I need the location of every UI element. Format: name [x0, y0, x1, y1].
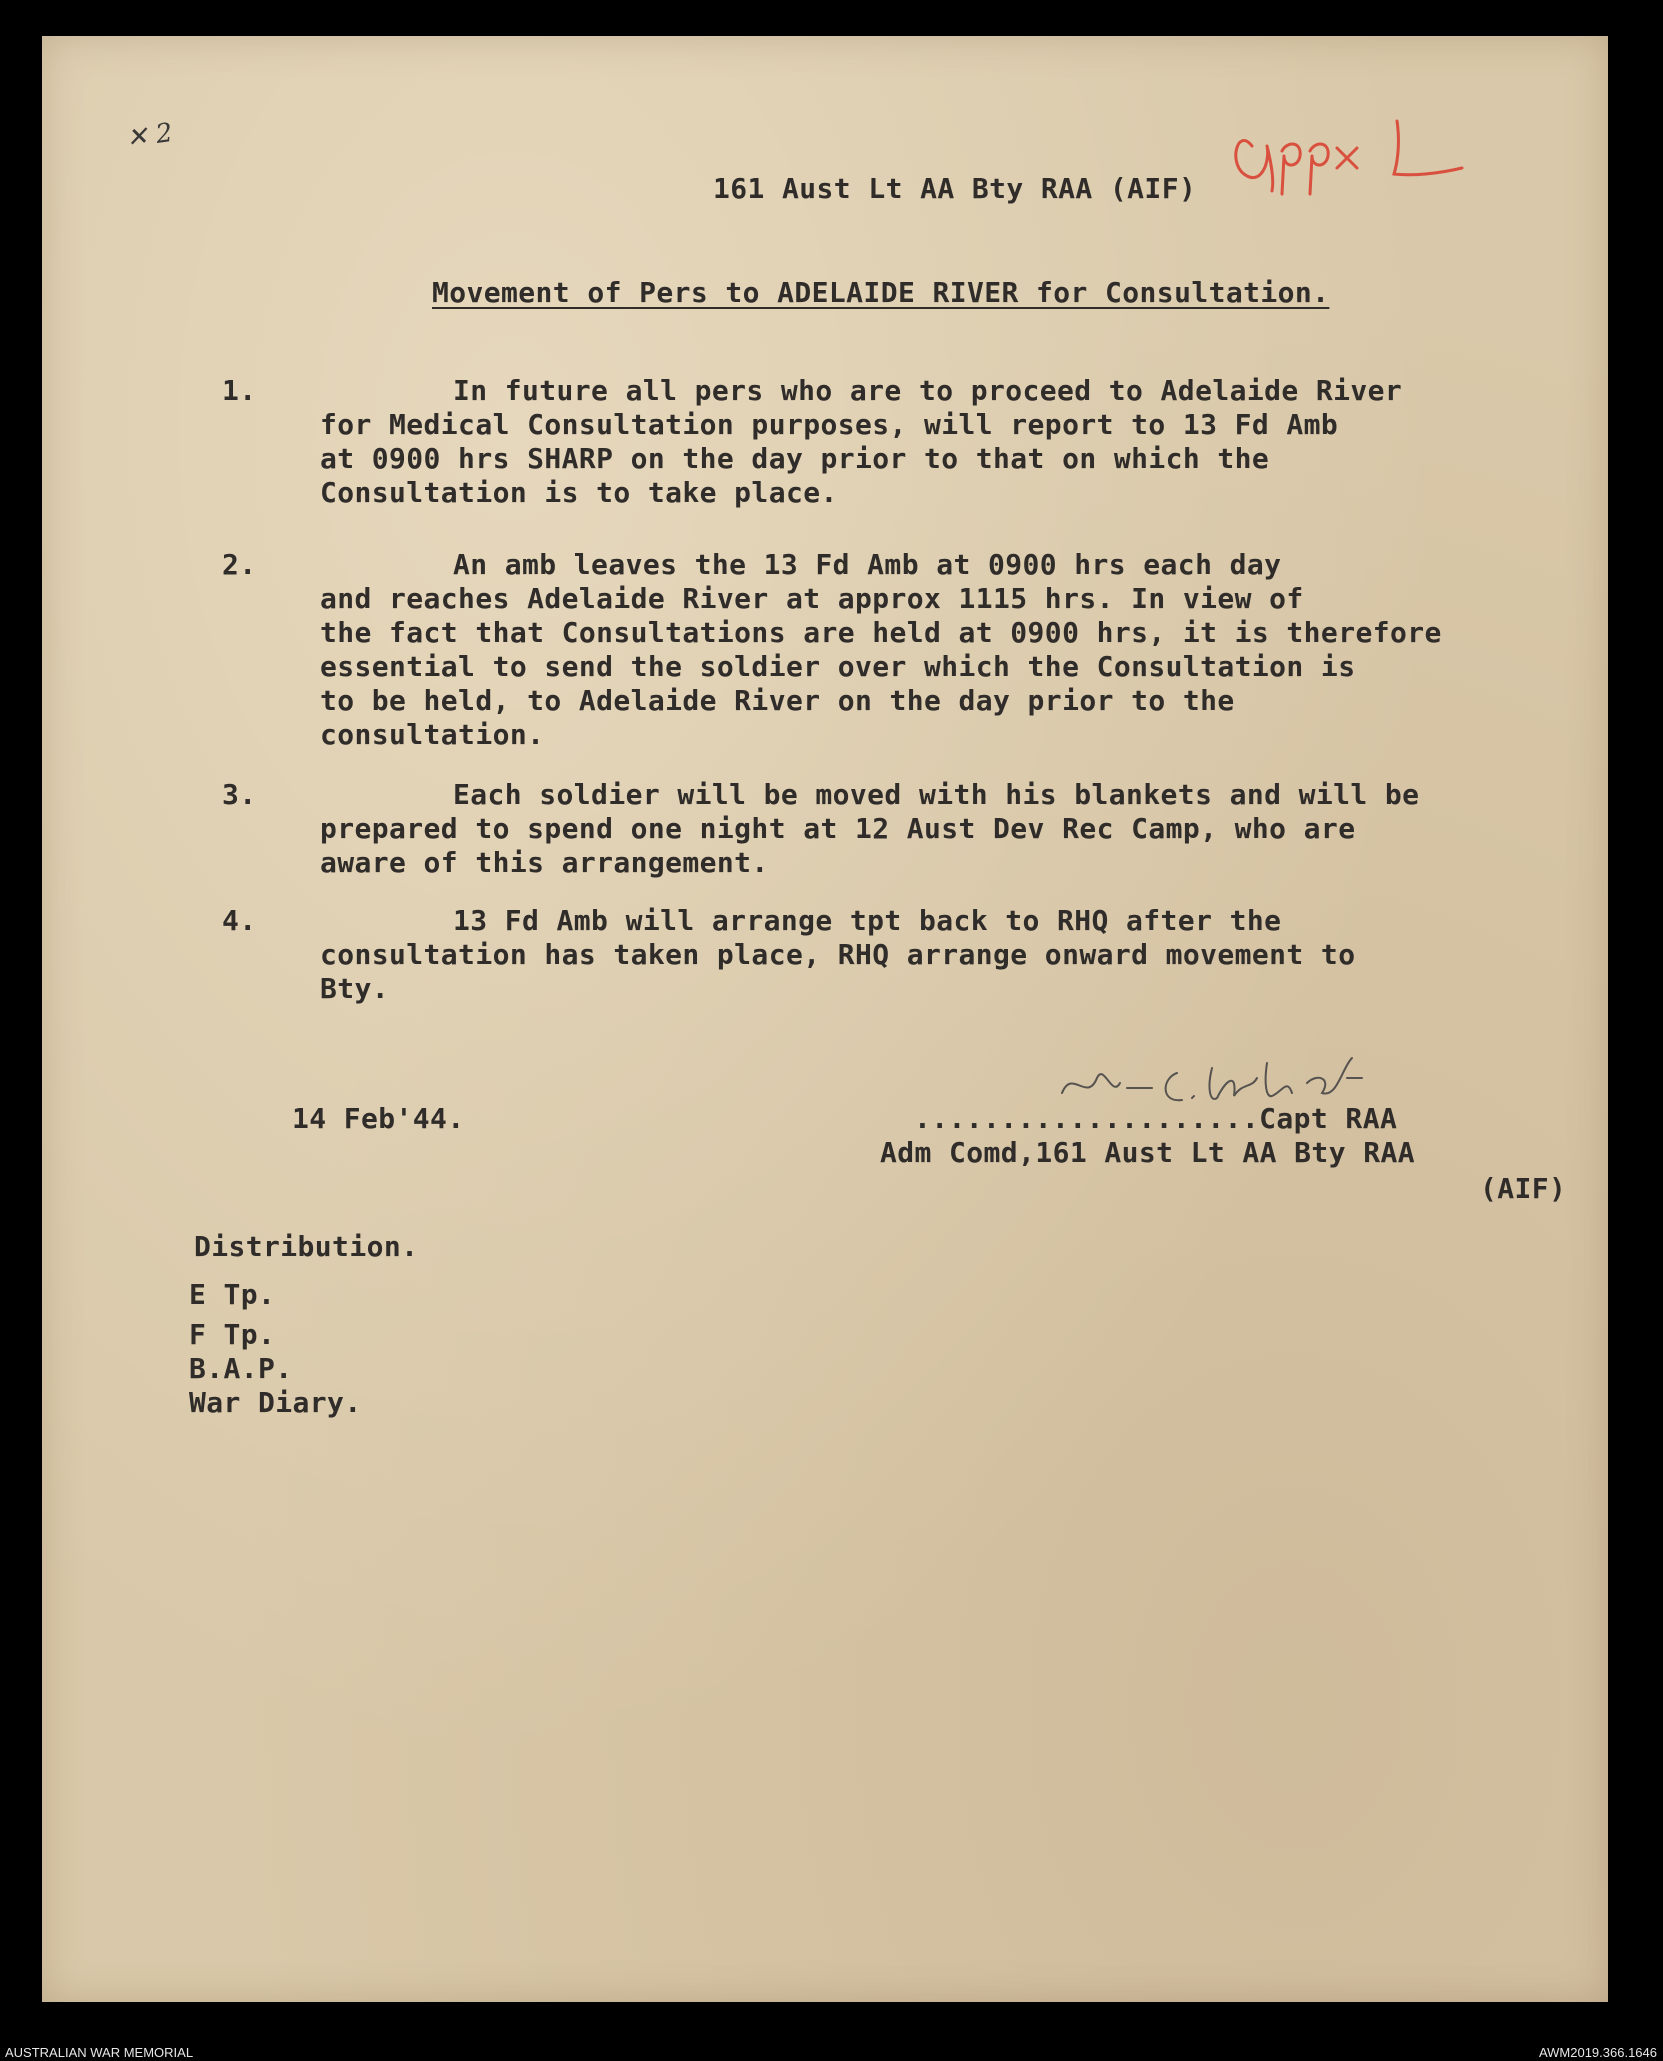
- pencil-mark: ✕ 2: [124, 117, 175, 155]
- distribution-item: F Tp.: [189, 1318, 276, 1351]
- document-page: [42, 36, 1608, 2002]
- paragraph-text: 13 Fd Amb will arrange tpt back to RHQ after the consultation has taken place, RHQ arrange onward movement to Bty.: [320, 904, 1356, 1005]
- paragraph-number: 1.: [222, 374, 257, 407]
- distribution-item: E Tp.: [189, 1278, 276, 1311]
- paragraph-text: Each soldier will be moved with his blankets and will be prepared to spend one night at 12 Aust Dev Rec Camp, who are aware of this arrangement.: [320, 778, 1420, 879]
- distribution-heading: Distribution.: [194, 1230, 419, 1263]
- document-title: Movement of Pers to ADELAIDE RIVER for Consultation.: [432, 276, 1330, 309]
- unit-header: 161 Aust Lt AA Bty RAA (AIF): [713, 172, 1197, 205]
- paragraph-number: 3.: [222, 778, 257, 811]
- paragraph-text: An amb leaves the 13 Fd Amb at 0900 hrs each day and reaches Adelaide River at approx 1115 hrs. In view of the fact that Consultations are held at 0900 hrs, it is therefore essential to send the soldier over which the Consultation is to be held, to Adelaide River on the day prior to the consultation.: [320, 548, 1442, 751]
- red-annotation-appx-l: [1222, 106, 1472, 196]
- signatory-title: Adm Comd,161 Aust Lt AA Bty RAA: [880, 1136, 1415, 1169]
- document-date: 14 Feb'44.: [292, 1102, 465, 1135]
- paragraph-text: In future all pers who are to proceed to Adelaide River for Medical Consultation purposes, will report to 13 Fd Amb at 0900 hrs SHARP on the day prior to that on which the Consultation is to take place.: [320, 374, 1403, 509]
- archive-reference: AWM2019.366.1646: [1538, 2045, 1657, 2060]
- distribution-item: B.A.P.: [189, 1352, 293, 1385]
- paragraph-number: 4.: [222, 904, 257, 937]
- signature-line: ....................Capt RAA: [914, 1102, 1398, 1135]
- paragraph-number: 2.: [222, 548, 257, 581]
- archive-credit: AUSTRALIAN WAR MEMORIAL: [5, 2045, 194, 2060]
- distribution-item: War Diary.: [189, 1386, 362, 1419]
- signatory-aif: (AIF): [1480, 1172, 1567, 1205]
